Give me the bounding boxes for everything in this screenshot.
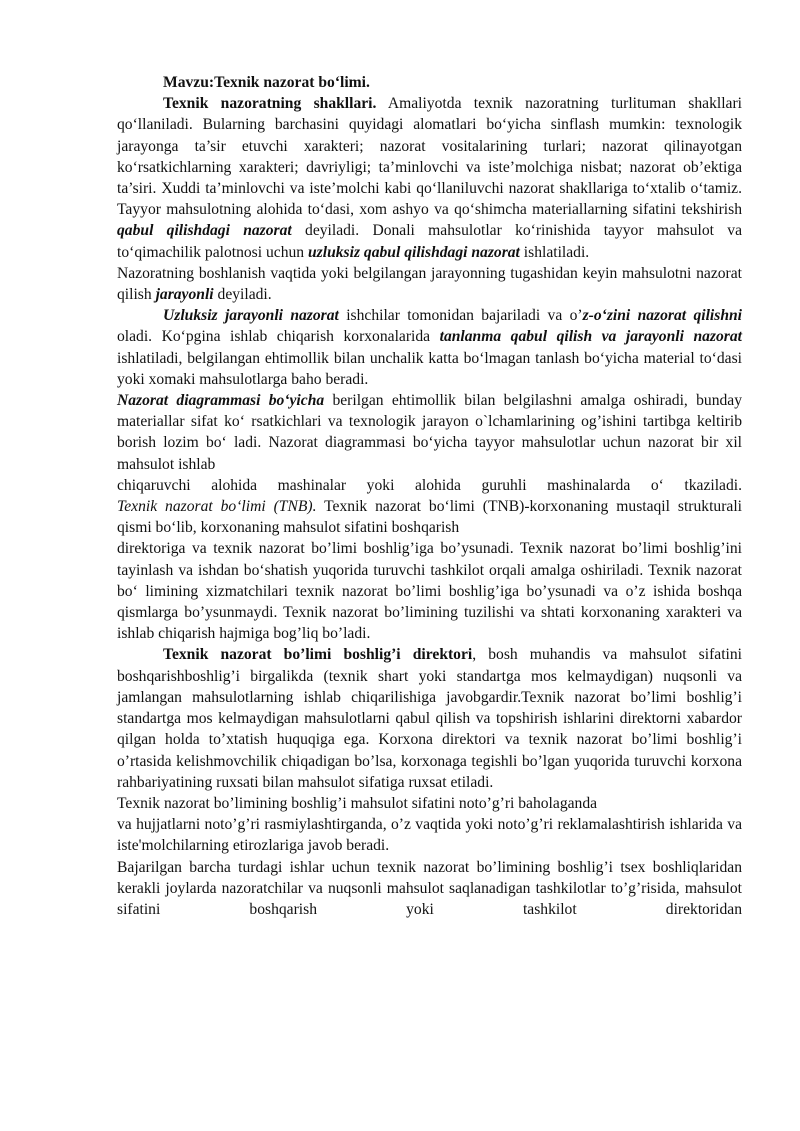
paragraph-uzluksiz [117, 305, 742, 390]
section-heading: Texnik nazorat bo’limi boshlig’i direktori [163, 646, 473, 664]
paragraph-hujjat: va hujjatlarni noto’g’ri rasmiylashtirganda, o’z vaqtida yoki noto’g’ri reklamalashtirish ishlarida va iste'molchilarning etirozlariga javob beradi. [117, 816, 742, 855]
paragraph-tnb [117, 496, 742, 538]
emphasis-term: Uzluksiz jarayonli nazorat [163, 307, 339, 325]
paragraph-direktor: direktoriga va texnik nazorat bo’limi boshlig’iga bo’ysunadi. Texnik nazorat bo’limi boshlig’ini tayinlash va ishdan boʻshatish yuqorida turuvchi tashkilot orqali amalga oshiriladi. Texnik nazorat boʻ limining xizmatchilari texnik nazorat bo’limi boshlig’iga bo’ysunadi va o’z ishida boshqa qismlarga bo’ysunmaydi. Texnik nazorat bo’limining tuzilishi va shtati korxonaning xarakteri va ishlab chiqarish hajmiga bog’liq bo’ladi. [117, 540, 742, 643]
paragraph-text-line: Texnik nazorat bo’limining boshlig’i mahsulot sifatini noto’g’ri baholaganda [117, 794, 598, 812]
paragraph-text: deyiladi. [213, 286, 272, 304]
paragraph-text-line: chiqaruvchi alohida mashinalar yoki alohida guruhli mashinalarda oʻ tkaziladi. [117, 476, 742, 494]
emphasis-term: z-o‘zini nazorat qilishni [582, 307, 742, 325]
paragraph-text: , bosh muhandis va mahsulot sifatini boshqarishboshlig’i birgalikda (texnik shart yoki standartga mos kelmaydigan) nuqsonli va jamlangan mahsulotlarning ishlab chiqarilishiga javobgardir.Texnik nazorat bo’limi boshlig’i standartga mos kelmaydigan mahsulotlarni qabul qilish va topshirish ishlarini direktorni xabardor qilgan holda to’xtatish huquqiga ega. Korxona direktori va texnik nazorat bo’limi boshlig’i o’rtasida kelishmovchilik chiqadigan bo’lsa, korxonaga tegishli bo’lgan yuqorida turuvchi korxona rahbariyatining ruxsati bilan mahsulot sifatiga ruxsat etiladi. [117, 646, 742, 791]
paragraph-text: oladi. Koʻpgina ishlab chiqarish korxonalarida [117, 328, 440, 346]
emphasis-term: uzluksiz qabul qilishdagi nazorat [308, 243, 520, 261]
paragraph-text: Amaliyotda texnik nazoratning turlituman shakllari qo‘llaniladi. Bularning barchasini quyidagi alomatlari bo‘yicha sinflash mumkin: texnologik jarayonga ta’sir etuvchi xarakteri; nazorat vositalarining turlari; nazorat qilinayotgan ko‘rsatkichlarning xarakteri; davriyligi; ta’minlovchi va iste’molchiga nisbat; nazorat ob’ektiga ta’siri. Xuddi ta’minlovchi va iste’molchi kabi qo‘llaniluvchi nazorat shakllariga to‘xtalib o‘tamiz. Tayyor mahsulotning alohida to‘dasi, xom ashyo va qo‘shimcha materiallarning sifatini tekshirish [117, 95, 742, 219]
paragraph-text: ishlatiladi, belgilangan ehtimollik bilan unchalik katta boʻlmagan tanlash boʻyicha material toʻdasi yoki xomaki mahsulotlarga baho beradi. [117, 349, 742, 388]
paragraph-bajarilgan: Bajarilgan barcha turdagi ishlar uchun texnik nazorat bo’limining boshlig’i tsex boshliqlaridan kerakli joylarda nazoratchilar va nuqsonli mahsulot saqlanadigan tashkilotlar to’g’risida, mahsulot sifatini boshqarish yoki tashkilot direktoridan [117, 858, 742, 918]
emphasis-term: jarayonli [155, 286, 214, 304]
paragraph-text: Nazoratning boshlanish vaqtida yoki belgilangan jarayonning tugashidan keyin mahsulotni nazorat qilish [117, 264, 742, 304]
emphasis-term: qabul qilishdagi nazorat [117, 222, 292, 240]
paragraph-text: ishchilar tomonidan bajariladi va o’ [338, 307, 583, 325]
section-heading: Texnik nazoratning shakllari. [163, 95, 377, 113]
paragraph-shakllar [117, 93, 742, 263]
paragraph-text: ishlatiladi. [519, 243, 590, 261]
paragraph-boshliq [117, 644, 742, 792]
emphasis-term: Nazorat diagrammasi bo‘yicha [117, 392, 325, 410]
paragraph-diagramma [117, 390, 742, 475]
paragraph-jarayonli [117, 263, 742, 305]
paragraph-text: berilgan ehtimollik bilan belgilashni amalga oshiradi, bunday materiallar sifat koʻ rsatkichlari va texnologik jarayon o`lchamlarining og’ishini tartibga keltirib borish lozim boʻ ladi. Nazorat diagrammasi boʻyicha tayyor mahsulotlar uchun nazorat bir xil mahsulot ishlab [117, 392, 743, 473]
paragraph-text: deyiladi. Donali mahsulotlar ko‘rinishida tayyor mahsulot va to‘qimachilik palotnosi uchun [117, 222, 742, 261]
document-title: Mavzu:Texnik nazorat bo‘limi. [163, 74, 370, 91]
document-page [117, 72, 742, 920]
italic-term: Texnik nazorat boʻlimi (TNB). [117, 498, 317, 516]
emphasis-term: tanlanma qabul qilish va jarayonli nazorat [439, 328, 742, 346]
paragraph-text: Texnik nazorat boʻlimi (TNB)-korxonaning mustaqil strukturali qismi boʻlib, korxonaning mahsulot sifatini boshqarish [117, 498, 742, 537]
